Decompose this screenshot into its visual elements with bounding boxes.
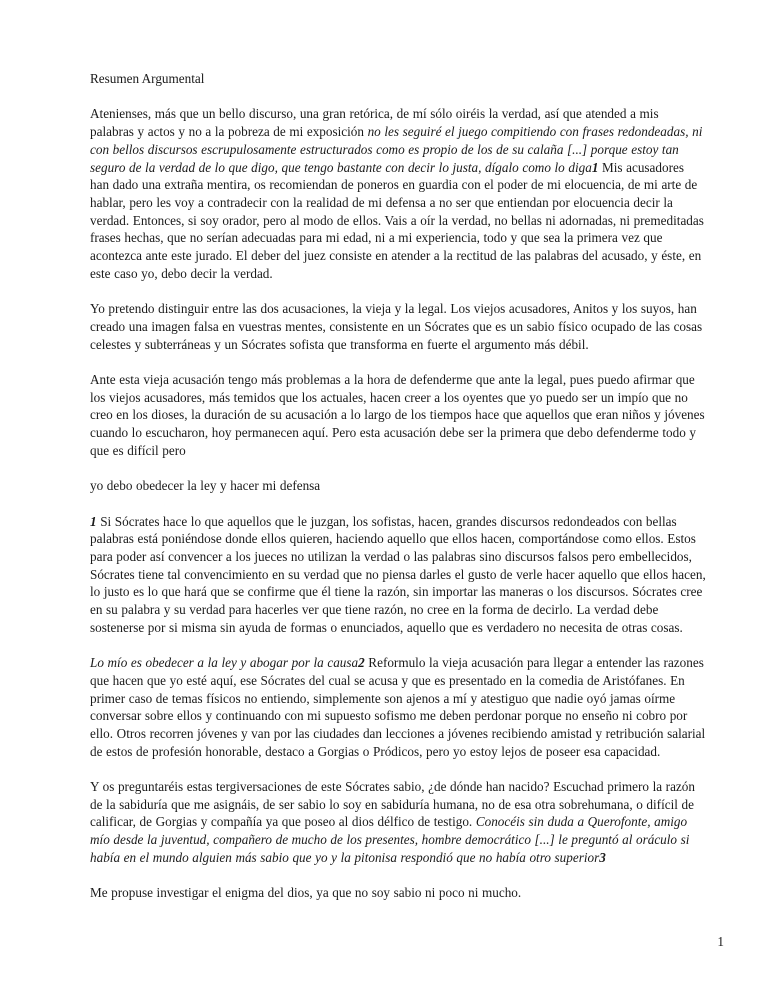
text-run: Yo pretendo distinguir entre las dos acusaciones, la vieja y la legal. Los viejos acusadores, Anitos y los suyos, han creado una imagen falsa en vuestras mentes, consistente en un Sócrates que es un sabio físico ocupado de las cosas celestes y subterráneas y un Sócrates sofista que transforma en fuerte el argumento más débil.	[90, 301, 703, 352]
text-run: Si Sócrates hace lo que aquellos que le juzgan, los sofistas, hacen, grandes discursos redondeados con bellas palabras está poniéndose donde ellos quieren, haciendo aquello que ellos hacen, comportándose como ellos. Estos para poder así convencer a los jueces no utilizan la verdad o las palabras sino discursos falsos pero embellecidos, Sócrates tiene tal convencimiento en su verdad que no piensa darles el gusto de verle hacer aquello que ellos hacen, lo justo es lo que hará que se confirme que él tiene la razón, sin importar las maneras o los discursos. Sócrates cree en su palabra y su verdad para hacerles ver que tiene razón, no cree en la forma de decirlo. La verdad debe sostenerse por si misma sin ayuda de formas o enunciados, aquello que es verdadero no necesita de otras cosas.	[90, 513, 706, 635]
paragraph	[90, 513, 706, 637]
text-run: 1	[591, 159, 599, 175]
text-run: 1	[90, 513, 97, 529]
document-body	[90, 105, 706, 902]
text-run: Atenienses, más que un bello discurso, una gran retórica, de mí sólo oiréis la verdad, así que atended a mis palabras y actos y no a la pobreza de mi exposición	[90, 106, 659, 140]
text-run: yo debo obedecer la ley y hacer mi defensa	[90, 478, 321, 494]
text-run: Me propuse investigar el enigma del dios, ya que no soy sabio ni poco ni mucho.	[90, 885, 522, 901]
text-run: Lo mío es obedecer a la ley y abogar por la causa	[90, 655, 359, 671]
text-run: 3	[599, 849, 606, 865]
text-run: Y os preguntaréis estas tergiversaciones de este Sócrates sabio, ¿de dónde han nacido? Escuchad primero la razón de la sabiduría que me asignáis, de ser sabio lo soy en sabiduría humana, no de esa otra sobrehumana, o difícil de calificar, de Gorgias y compañía ya que poseo al dios délfico de testigo.	[90, 779, 695, 830]
paragraph	[90, 778, 706, 867]
text-run: Conocéis sin duda a Querofonte, amigo mío desde la juventud, compañero de mucho de los presentes, hombre democrático [...] le preguntó al oráculo si había en el mundo alguien más sabio que yo y la pitonisa respondió que no había otro superior	[90, 814, 690, 865]
page-number: 1	[717, 934, 724, 949]
text-run: Reformulo la vieja acusación para llegar a entender las razones que hacen que yo esté aquí, ese Sócrates del cual se acusa y que es presentado en la comedia de Aristófanes. En primer caso de temas físicos no entiendo, simplemente son ajenos a mí y atestiguo que nadie oyó jamas oírme conversar sobre ellos y continuando con mi supuesto sofismo me deben perdonar porque no enseño ni cobro por ello. Otros recorren jóvenes y van por las ciudades dan lecciones a jóvenes recibiendo amistad y retribución salarial de estos de profesión honorable, destaco a Gorgias o Pródicos, pero yo estoy lejos de poseer esa capacidad.	[90, 655, 706, 759]
paragraph	[90, 371, 706, 460]
paragraph	[90, 300, 706, 353]
text-run: Mis acusadores han dado una extraña mentira, os recomiendan de poneros en guardia con el poder de mi elocuencia, de mi arte de hablar, pero les voy a contradecir con la realidad de mi defensa a no ser que entiendan por elocuencia decir la verdad. Entonces, si soy orador, pero al modo de ellos. Vais a oír la verdad, no bellas ni adornadas, ni premeditadas frases hechas, que no serían adecuadas para mi edad, ni a mi experiencia, todo y que sea la primera vez que acontezca ante este jurado. El deber del juez consiste en atender a la rectitud de las palabras del acusado, y éste, en este caso yo, debo decir la verdad.	[90, 159, 704, 281]
paragraph	[90, 884, 706, 902]
paragraph	[90, 477, 706, 495]
paragraph	[90, 105, 706, 282]
text-run: no les seguiré el juego compitiendo con frases redondeadas, ni con bellos discursos escrupulosamente estructurados como es propio de los de su calaña [...] porque estoy tan seguro de la verdad de lo que digo, que tengo bastante con decir lo justa, dígalo como lo diga	[90, 124, 703, 175]
document-title: Resumen Argumental	[90, 71, 205, 86]
text-run: 2	[358, 655, 365, 671]
text-run: Ante esta vieja acusación tengo más problemas a la hora de defenderme que ante la legal, pues puedo afirmar que los viejos acusadores, más temidos que los actuales, hacen creer a los oyentes que yo puedo ser un impío que no creo en los dioses, la duración de su acusación a lo largo de los tiempos hace que aquellos que eran niños y jóvenes cuando lo escucharon, hoy permanecen aquí. Pero esta acusación debe ser la primera que debo defenderme todo y que es difícil pero	[90, 371, 705, 458]
paragraph	[90, 654, 706, 760]
